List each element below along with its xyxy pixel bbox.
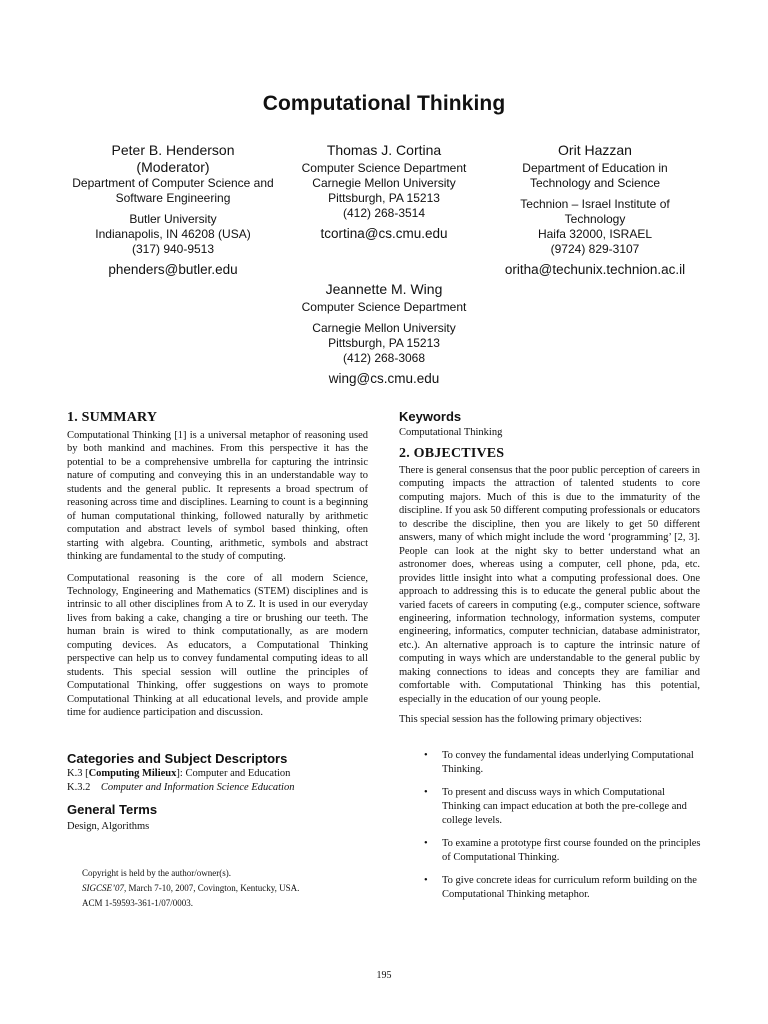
keywords-text: Computational Thinking [399, 427, 503, 438]
author-email[interactable]: wing@cs.cmu.edu [328, 371, 440, 386]
author-role: (Moderator) [136, 159, 210, 175]
author-address: Pittsburgh, PA 15213 [328, 191, 440, 205]
author-affiliation: Department of Education in [522, 161, 668, 175]
summary-body [67, 429, 368, 720]
category-line: K.3.2 Computer and Information Science Education [67, 782, 295, 793]
copyright-notice [82, 866, 372, 911]
author-wing [284, 281, 484, 387]
objectives-list [399, 749, 704, 911]
categories-heading: Categories and Subject Descriptors [67, 751, 288, 766]
bullet-icon: • [424, 838, 428, 849]
copyright-line: ACM 1-59593-361-1/07/0003. [82, 898, 193, 908]
objectives-paragraph: There is general consensus that the poor public perception of careers in computing impacts the attraction of talented students to core computing majors. Much of this is due to the immaturity of the discipline. If you ask 50 different computing professionals or educators to describe the discipline, then you are likely to get 50 different answers, many of which might include the word ‘programming’ [2, 3]. People can look at the night sky to better understand what an astronomer does, whereas using a computer, cell phone, pda, etc. provides little insight into what a computing professional does. One approach to addressing this is to educate the general public about the varied facets of careers in computing (e.g., computer science, software engineering, information technology, information systems, computer engineering, informatics, computer technician, database administrator, etc.). An alternative approach is to capture the intrinsic nature of computing in ways which are understandable to the general public by making connections to ideas and concepts they are familiar and comfortable with. Computational Thinking has this potential, especially in the education of our young people. [399, 465, 700, 705]
list-item: • To give concrete ideas for curriculum reform building on the Computational Thinking metaphor. [424, 875, 697, 900]
copyright-line: SIGCSE’07, March 7-10, 2007, Covington, Kentucky, USA. [82, 883, 300, 893]
objectives-body [399, 464, 700, 727]
author-affiliation: Department of Computer Science and [72, 176, 274, 190]
author-phone: (412) 268-3514 [342, 206, 426, 220]
author-affiliation: Technion – Israel Institute of [520, 197, 670, 211]
author-address: Indianapolis, IN 46208 (USA) [95, 227, 251, 241]
author-email[interactable]: oritha@techunix.technion.ac.il [504, 262, 686, 277]
author-affiliation: Software Engineering [115, 191, 231, 205]
author-hazzan [484, 142, 706, 278]
categories-body [67, 767, 372, 795]
copyright-line: Copyright is held by the author/owner(s). [82, 868, 231, 878]
author-cortina [284, 142, 484, 242]
author-affiliation: Computer Science Department [301, 161, 467, 175]
general-terms-heading: General Terms [67, 802, 158, 817]
objectives-heading: 2. OBJECTIVES [399, 446, 505, 461]
author-name: Peter B. Henderson [111, 142, 235, 158]
author-address: Pittsburgh, PA 15213 [328, 336, 440, 350]
author-name: Orit Hazzan [558, 142, 632, 158]
author-affiliation: Computer Science Department [301, 300, 467, 314]
summary-paragraph: Computational Thinking [1] is a universal metaphor of reasoning used by both mankind and machines. From this perspective it has the potential to be a comprehensive umbrella for capturing the intrinsic nature of computing and conveying this in an understandable way to students and the general public. It represents a broad spectrum of reasoning across time and disciplines. Learning to count is a beginning of human computational thinking, followed naturally by arithmetic computation and abstract levels of symbol based thinking, often starting with algebra. Counting, arithmetic, symbols and abstract thinking are fundamental to the study of computing. [67, 430, 368, 563]
author-affiliation: Technology and Science [529, 176, 661, 190]
author-phone: (412) 268-3068 [342, 351, 426, 365]
author-affiliation: Technology [564, 212, 626, 226]
list-item: • To examine a prototype first course founded on the principles of Computational Thinking. [424, 838, 701, 863]
author-affiliation: Butler University [129, 212, 217, 226]
page-number: 195 [376, 970, 392, 981]
bullet-icon: • [424, 875, 428, 886]
author-phone: (9724) 829-3107 [550, 242, 640, 256]
summary-paragraph: Computational reasoning is the core of all modern Science, Technology, Engineering and Mathematics (STEM) disciplines and is intrinsic to all other disciplines from A to Z. It is used in our everyday lives from baking a cake, changing a tire or brushing our teeth. The human brain is wired to think computationally, as are modern computing devices. As educators, a Computational Thinking perspective can help us to convey fundamental computing ideas to all students. This special session will outline the principles of Computational Thinking, offer suggestions on ways to promote Computational Thinking at all educational levels, and provide ample time for audience participation and discussion. [67, 572, 368, 719]
author-name: Thomas J. Cortina [326, 142, 442, 158]
list-item: • To convey the fundamental ideas underlying Computational Thinking. [424, 750, 694, 775]
author-email[interactable]: phenders@butler.edu [108, 262, 238, 277]
author-henderson [62, 142, 284, 278]
list-item: • To present and discuss ways in which Computational Thinking can impact education at both the pre-college and college levels. [424, 787, 687, 826]
author-affiliation: Carnegie Mellon University [312, 176, 456, 190]
author-address: Haifa 32000, ISRAEL [537, 227, 653, 241]
general-terms-text: Design, Algorithms [67, 821, 150, 832]
author-email[interactable]: tcortina@cs.cmu.edu [320, 226, 448, 241]
keywords-heading: Keywords [399, 409, 462, 424]
author-phone: (317) 940-9513 [131, 242, 215, 256]
paper-title: Computational Thinking [262, 92, 506, 115]
objectives-intro: This special session has the following primary objectives: [399, 714, 642, 726]
bullet-icon: • [424, 787, 428, 798]
summary-heading: 1. SUMMARY [67, 410, 158, 425]
author-affiliation: Carnegie Mellon University [312, 321, 456, 335]
category-line: K.3 [Computing Milieux]: Computer and Education [67, 768, 291, 779]
author-name: Jeannette M. Wing [325, 281, 443, 297]
bullet-icon: • [424, 750, 428, 761]
